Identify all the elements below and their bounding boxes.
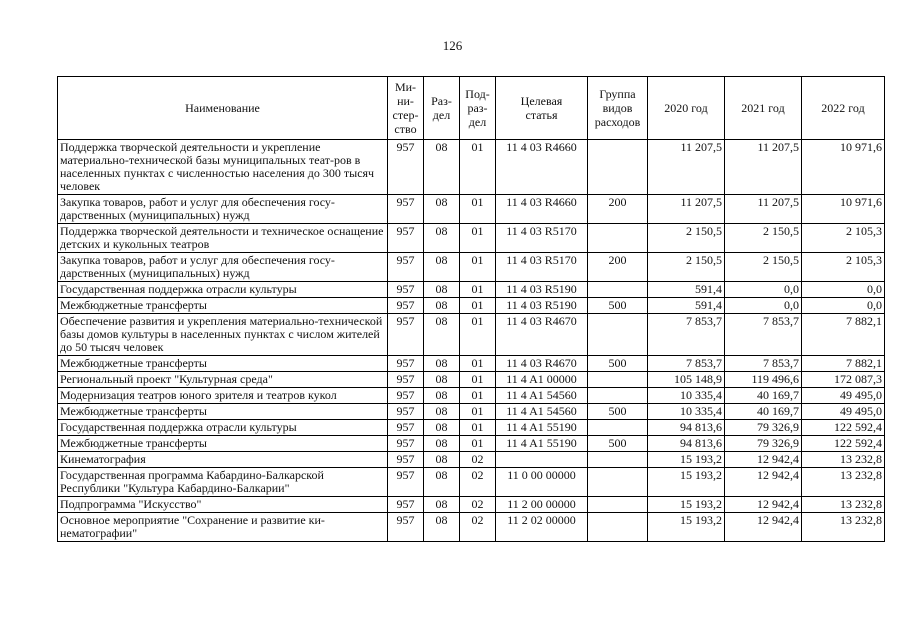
table-row [58, 420, 885, 436]
header-target: Целевая статья [496, 77, 588, 140]
cell-name: Государственная поддержка отрасли культуры [58, 420, 388, 436]
cell-target: 11 4 A1 54560 [496, 404, 588, 420]
budget-table [57, 76, 885, 542]
cell-2022: 13 232,8 [802, 497, 885, 513]
cell-2022: 122 592,4 [802, 436, 885, 452]
cell-expense-group [588, 513, 648, 542]
table-row [58, 436, 885, 452]
cell-2022: 0,0 [802, 298, 885, 314]
cell-name: Государственная программа Кабардино-Балкарской Республики "Культура Кабардино-Балкарии" [58, 468, 388, 497]
cell-name: Межбюджетные трансферты [58, 356, 388, 372]
cell-target: 11 4 A1 54560 [496, 388, 588, 404]
cell-name: Закупка товаров, работ и услуг для обеспечения госу-дарственных (муниципальных) нужд [58, 253, 388, 282]
cell-ministry: 957 [388, 372, 424, 388]
cell-target [496, 452, 588, 468]
cell-2022: 13 232,8 [802, 468, 885, 497]
table-row [58, 468, 885, 497]
cell-name: Подпрограмма "Искусство" [58, 497, 388, 513]
table-row [58, 298, 885, 314]
cell-ministry: 957 [388, 195, 424, 224]
cell-2022: 49 495,0 [802, 388, 885, 404]
cell-section: 08 [424, 195, 460, 224]
cell-2022: 7 882,1 [802, 356, 885, 372]
table-row [58, 282, 885, 298]
table-row [58, 388, 885, 404]
cell-2020: 2 150,5 [648, 253, 725, 282]
cell-name: Основное мероприятие "Сохранение и развитие ки-нематографии" [58, 513, 388, 542]
cell-expense-group [588, 314, 648, 356]
cell-2021: 40 169,7 [725, 388, 802, 404]
cell-subsection: 01 [460, 195, 496, 224]
table-row [58, 195, 885, 224]
cell-target: 11 2 02 00000 [496, 513, 588, 542]
cell-target: 11 4 A1 55190 [496, 420, 588, 436]
table-row [58, 452, 885, 468]
cell-expense-group: 200 [588, 253, 648, 282]
cell-target: 11 4 03 R5170 [496, 224, 588, 253]
cell-subsection: 01 [460, 404, 496, 420]
cell-name: Закупка товаров, работ и услуг для обеспечения госу-дарственных (муниципальных) нужд [58, 195, 388, 224]
cell-name: Межбюджетные трансферты [58, 436, 388, 452]
cell-2022: 0,0 [802, 282, 885, 298]
table-row [58, 513, 885, 542]
cell-subsection: 01 [460, 224, 496, 253]
cell-2020: 94 813,6 [648, 436, 725, 452]
cell-2021: 2 150,5 [725, 224, 802, 253]
cell-section: 08 [424, 388, 460, 404]
cell-ministry: 957 [388, 452, 424, 468]
header-section: Раз- дел [424, 77, 460, 140]
cell-name: Межбюджетные трансферты [58, 404, 388, 420]
header-row [58, 77, 885, 140]
header-name: Наименование [58, 77, 388, 140]
cell-section: 08 [424, 298, 460, 314]
cell-2022: 13 232,8 [802, 452, 885, 468]
cell-ministry: 957 [388, 298, 424, 314]
cell-expense-group [588, 420, 648, 436]
cell-expense-group: 500 [588, 298, 648, 314]
cell-subsection: 01 [460, 388, 496, 404]
cell-target: 11 4 03 R4660 [496, 195, 588, 224]
cell-section: 08 [424, 468, 460, 497]
cell-2021: 40 169,7 [725, 404, 802, 420]
cell-2020: 10 335,4 [648, 404, 725, 420]
cell-2020: 10 335,4 [648, 388, 725, 404]
page-number: 126 [442, 38, 463, 53]
cell-expense-group [588, 224, 648, 253]
cell-expense-group [588, 468, 648, 497]
cell-target: 11 4 03 R5190 [496, 282, 588, 298]
header-2020: 2020 год [648, 77, 725, 140]
cell-ministry: 957 [388, 436, 424, 452]
cell-expense-group: 500 [588, 436, 648, 452]
cell-2020: 591,4 [648, 282, 725, 298]
cell-ministry: 957 [388, 282, 424, 298]
cell-expense-group [588, 140, 648, 195]
cell-name: Модернизация театров юного зрителя и театров кукол [58, 388, 388, 404]
cell-expense-group [588, 497, 648, 513]
table-row [58, 356, 885, 372]
cell-expense-group [588, 388, 648, 404]
cell-section: 08 [424, 497, 460, 513]
cell-name: Кинематография [58, 452, 388, 468]
cell-2020: 11 207,5 [648, 195, 725, 224]
cell-2021: 79 326,9 [725, 436, 802, 452]
cell-section: 08 [424, 356, 460, 372]
cell-2020: 7 853,7 [648, 314, 725, 356]
table-row [58, 314, 885, 356]
cell-subsection: 01 [460, 356, 496, 372]
cell-2020: 94 813,6 [648, 420, 725, 436]
cell-expense-group: 500 [588, 356, 648, 372]
cell-2022: 7 882,1 [802, 314, 885, 356]
cell-2020: 105 148,9 [648, 372, 725, 388]
cell-name: Региональный проект "Культурная среда" [58, 372, 388, 388]
cell-section: 08 [424, 372, 460, 388]
table-row [58, 372, 885, 388]
cell-name: Поддержка творческой деятельности и техническое оснащение детских и кукольных театров [58, 224, 388, 253]
cell-section: 08 [424, 420, 460, 436]
cell-subsection: 01 [460, 298, 496, 314]
cell-2022: 172 087,3 [802, 372, 885, 388]
cell-target: 11 4 A1 00000 [496, 372, 588, 388]
header-subsection: Под- раз- дел [460, 77, 496, 140]
cell-section: 08 [424, 140, 460, 195]
table-row [58, 140, 885, 195]
cell-section: 08 [424, 436, 460, 452]
cell-expense-group: 200 [588, 195, 648, 224]
cell-ministry: 957 [388, 513, 424, 542]
cell-2020: 591,4 [648, 298, 725, 314]
cell-2020: 15 193,2 [648, 452, 725, 468]
cell-subsection: 02 [460, 452, 496, 468]
cell-ministry: 957 [388, 420, 424, 436]
header-2021: 2021 год [725, 77, 802, 140]
cell-section: 08 [424, 452, 460, 468]
table-row [58, 253, 885, 282]
cell-section: 08 [424, 282, 460, 298]
cell-2021: 12 942,4 [725, 497, 802, 513]
cell-expense-group: 500 [588, 404, 648, 420]
cell-ministry: 957 [388, 388, 424, 404]
cell-subsection: 02 [460, 468, 496, 497]
cell-ministry: 957 [388, 404, 424, 420]
cell-target: 11 4 03 R5190 [496, 298, 588, 314]
cell-expense-group [588, 372, 648, 388]
cell-target: 11 4 03 R5170 [496, 253, 588, 282]
cell-name: Обеспечение развития и укрепления материально-технической базы домов культуры в населенных пунктах с числом жителей до 50 тысяч человек [58, 314, 388, 356]
cell-section: 08 [424, 513, 460, 542]
cell-2020: 15 193,2 [648, 468, 725, 497]
cell-2020: 11 207,5 [648, 140, 725, 195]
cell-2022: 122 592,4 [802, 420, 885, 436]
cell-2021: 12 942,4 [725, 468, 802, 497]
cell-2021: 7 853,7 [725, 314, 802, 356]
cell-ministry: 957 [388, 314, 424, 356]
cell-target: 11 4 03 R4670 [496, 314, 588, 356]
cell-expense-group [588, 282, 648, 298]
cell-2022: 2 105,3 [802, 224, 885, 253]
cell-2022: 13 232,8 [802, 513, 885, 542]
cell-2022: 49 495,0 [802, 404, 885, 420]
cell-subsection: 02 [460, 513, 496, 542]
cell-2021: 11 207,5 [725, 195, 802, 224]
cell-ministry: 957 [388, 253, 424, 282]
cell-target: 11 2 00 00000 [496, 497, 588, 513]
cell-2022: 10 971,6 [802, 195, 885, 224]
cell-subsection: 01 [460, 372, 496, 388]
cell-2020: 7 853,7 [648, 356, 725, 372]
cell-section: 08 [424, 253, 460, 282]
cell-ministry: 957 [388, 468, 424, 497]
cell-name: Поддержка творческой деятельности и укрепление материально-технической базы муниципальных теат-ров в населенных пунктах с численностью населения до 300 тысяч человек [58, 140, 388, 195]
cell-2022: 2 105,3 [802, 253, 885, 282]
cell-2021: 7 853,7 [725, 356, 802, 372]
cell-target: 11 4 03 R4660 [496, 140, 588, 195]
cell-ministry: 957 [388, 140, 424, 195]
cell-2021: 12 942,4 [725, 452, 802, 468]
cell-subsection: 01 [460, 436, 496, 452]
cell-2020: 15 193,2 [648, 497, 725, 513]
cell-2021: 2 150,5 [725, 253, 802, 282]
cell-target: 11 0 00 00000 [496, 468, 588, 497]
table-row [58, 497, 885, 513]
cell-2021: 79 326,9 [725, 420, 802, 436]
cell-subsection: 01 [460, 253, 496, 282]
table-row [58, 224, 885, 253]
cell-2021: 0,0 [725, 282, 802, 298]
cell-subsection: 02 [460, 497, 496, 513]
cell-section: 08 [424, 224, 460, 253]
cell-2022: 10 971,6 [802, 140, 885, 195]
cell-target: 11 4 03 R4670 [496, 356, 588, 372]
cell-target: 11 4 A1 55190 [496, 436, 588, 452]
cell-2021: 11 207,5 [725, 140, 802, 195]
cell-subsection: 01 [460, 314, 496, 356]
cell-ministry: 957 [388, 497, 424, 513]
header-expense-group: Группа видов расходов [588, 77, 648, 140]
cell-subsection: 01 [460, 282, 496, 298]
cell-2020: 2 150,5 [648, 224, 725, 253]
cell-2021: 12 942,4 [725, 513, 802, 542]
cell-section: 08 [424, 314, 460, 356]
cell-subsection: 01 [460, 140, 496, 195]
cell-section: 08 [424, 404, 460, 420]
cell-expense-group [588, 452, 648, 468]
cell-2020: 15 193,2 [648, 513, 725, 542]
cell-subsection: 01 [460, 420, 496, 436]
cell-ministry: 957 [388, 356, 424, 372]
cell-name: Государственная поддержка отрасли культуры [58, 282, 388, 298]
cell-2021: 0,0 [725, 298, 802, 314]
header-ministry: Ми- ни- стер- ство [388, 77, 424, 140]
cell-name: Межбюджетные трансферты [58, 298, 388, 314]
header-2022: 2022 год [802, 77, 885, 140]
table-row [58, 404, 885, 420]
cell-ministry: 957 [388, 224, 424, 253]
cell-2021: 119 496,6 [725, 372, 802, 388]
